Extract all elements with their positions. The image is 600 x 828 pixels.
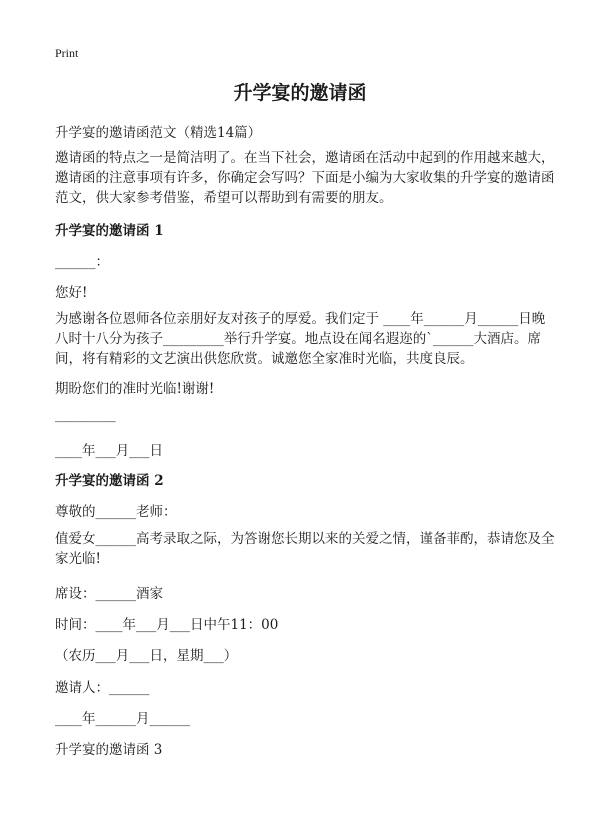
doc-subtitle: 升学宴的邀请函范文（精选14篇）	[55, 125, 262, 141]
letter2-heading: 升学宴的邀请函 2	[55, 473, 164, 489]
letter1-date: ____年___月___日	[55, 443, 163, 459]
letter1-body: 为感谢各位恩师各位亲朋好友对孩子的厚爱。我们定于 ____年______月______日晚八时十八分为孩子_________举行升学宴。地点设在闻名遐迩的`______大酒店。席间，将有精彩的文艺演出供您欣赏。诚邀您全家准时光临，共度良辰。	[55, 311, 546, 367]
letter2-body: 值爱女______高考录取之际，为答谢您长期以来的关爱之情，谨备菲酌，恭请您及全家光临!	[55, 531, 555, 567]
letter1-salutation: ______：	[55, 254, 109, 270]
print-link[interactable]: Print	[55, 46, 79, 60]
letter2-date: ____年______月______	[55, 711, 190, 727]
letter1-closing: 期盼您们的准时光临!谢谢!	[55, 381, 215, 397]
letter1-heading: 升学宴的邀请函 1	[55, 223, 164, 239]
page-title: 升学宴的邀请函	[233, 82, 367, 104]
letter2-time: 时间：____年___月___日中午11：00	[55, 617, 279, 633]
letter2-inviter: 邀请人：______	[55, 680, 150, 696]
letter2-lunar-date: （农历___月___日，星期___）	[55, 648, 238, 664]
letter3-heading: 升学宴的邀请函 3	[55, 742, 163, 758]
letter2-salutation: 尊敬的______老师：	[55, 504, 177, 520]
letter1-signature: _________	[55, 407, 116, 423]
intro-paragraph: 邀请函的特点之一是简洁明了。在当下社会，邀请函在活动中起到的作用越来越大，邀请函的注意事项有许多，你确定会写吗？下面是小编为大家收集的升学宴的邀请函范文，供大家参考借鉴，希望可以帮助到有需要的朋友。	[55, 150, 555, 206]
letter1-greeting: 您好!	[55, 285, 88, 301]
letter2-venue: 席设：______酒家	[55, 586, 163, 602]
